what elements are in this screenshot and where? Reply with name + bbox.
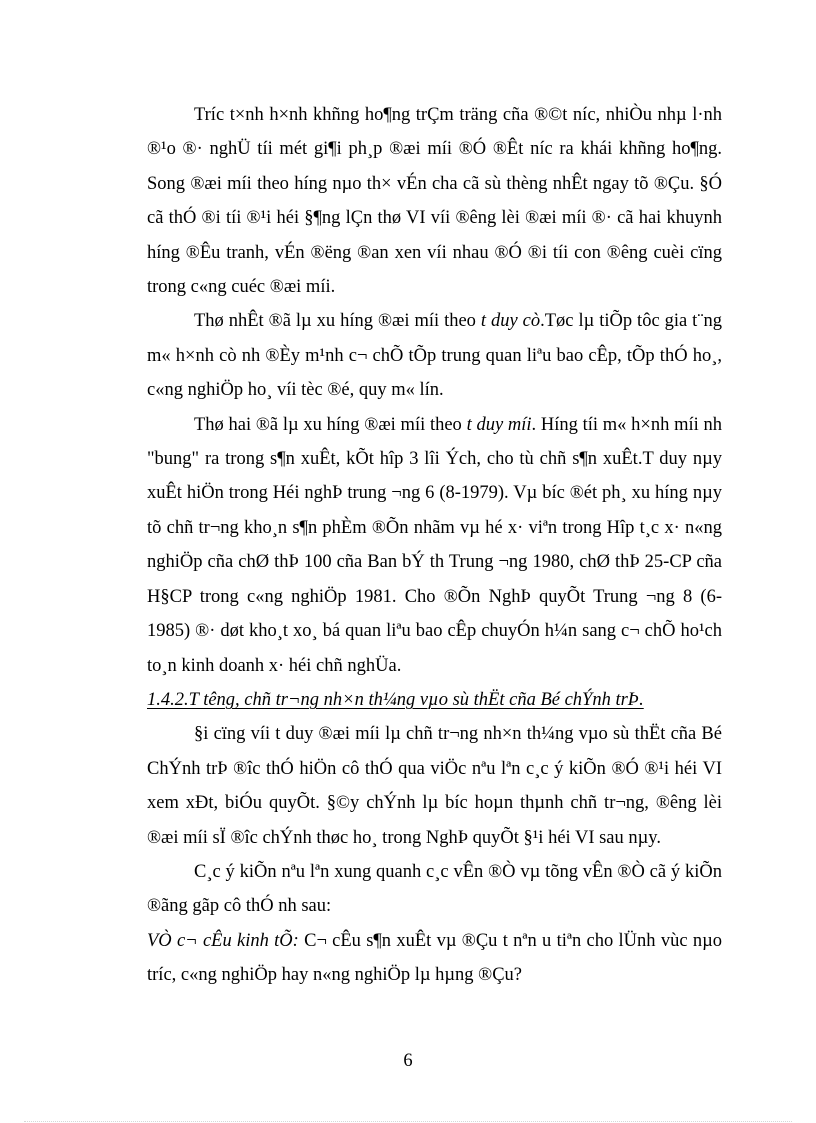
paragraph-6-rest: C¬ cÊu s¶n xuÊt vµ ®Çu t nªn u tiªn cho lÜnh vùc nµo tríc, c«ng nghiÖp hay n«ng nghiÖp lµ hµng ®Çu? (147, 930, 722, 986)
paragraph-5: C¸c ý kiÕn nªu lªn xung quanh c¸c vÊn ®Ò vµ tõng vÊn ®Ò cã ý kiÕn ®ãng gãp cô thÓ nh sau: (147, 861, 722, 917)
paragraph-2-emphasis: t duy cò (480, 311, 541, 332)
paragraph-6-lead: VÒ c¬ cÊu kinh tÕ: (147, 930, 299, 951)
paragraph-4: §i cïng víi t duy ®æi míi lµ chñ tr¬ng nh×n th¼ng vµo sù thËt cña Bé ChÝnh trÞ ®îc thÓ hiÖn cô thÓ qua viÖc nªu lªn c¸c ý kiÕn ®Ó ®¹i héi VI xem xÐt, biÓu quyÕt. §©y chÝnh lµ bíc hoµn thµnh chñ tr¬ng, ®êng lèi ®æi míi sÏ ®îc chÝnh thøc ho¸ trong NghÞ quyÕt §¹i héi VI sau nµy. (147, 724, 722, 848)
page-bottom-divider (24, 1121, 792, 1122)
paragraph-3-rest: . Híng tíi m« h×nh míi nh "bung" ra trong s¶n xuÊt, kÕt hîp 3 lîi Ých, cho tù chñ s¶n xuÊt.T duy nµy xuÊt hiÖn trong Héi nghÞ trung ¬ng 6 (8-1979). Vµ bíc ®ét ph¸ xu híng nµy tõ chñ tr¬ng kho¸n s¶n phÈm ®Õn nhãm vµ hé x· viªn trong Hîp t¸c x· n«ng nghiÖp cña chØ thÞ 100 cña Ban bÝ th Trung ¬ng 1980, chØ thÞ 25-CP cña H§CP trong c«ng nghiÖp 1981. Cho ®Õn NghÞ quyÕt Trung ¬ng 8 (6-1985) ®· døt kho¸t xo¸ bá quan liªu bao cÊp chuyÓn h¼n sang c¬ chÕ ho¹ch to¸n kinh doanh x· héi chñ nghÜa. (147, 414, 722, 676)
paragraph-2-rest: .Tøc lµ tiÕp tôc gia t¨ng m« h×nh cò nh ®Èy m¹nh c¬ chÕ tÕp trung quan liªu bao cÊp, tÕp thÓ ho¸, c«ng nghiÖp ho¸ víi tèc ®é, quy m« lín. (147, 311, 722, 401)
page-body (147, 98, 722, 993)
paragraph-3-lead: Thø hai ®ã lµ xu híng ®æi míi theo (194, 414, 467, 435)
paragraph-3 (147, 408, 722, 683)
paragraph-2 (147, 304, 722, 407)
page-number: 6 (403, 1051, 413, 1071)
paragraph-6 (147, 924, 722, 993)
paragraph-3-emphasis: t duy míi (466, 414, 532, 435)
section-heading: 1.4.2.T têng, chñ tr¬ng nh×n th¼ng vµo sù thËt cña Bé chÝnh trÞ. (147, 689, 644, 710)
paragraph-2-lead: Thø nhÊt ®ã lµ xu híng ®æi míi theo (194, 311, 481, 332)
paragraph-1: Tríc t×nh h×nh khñng ho¶ng trÇm träng cña ®©t níc, nhiÒu nhµ l·nh ®¹o ®· nghÜ tíi mét gi¶i ph¸p ®æi míi ®Ó ®Êt níc ra khái khñng ho¶ng. Song ®æi míi theo híng nµo th× vÉn cha cã sù thèng nhÊt ngay tõ ®Çu. §Ó cã thÓ ®i tíi ®¹i héi §¶ng lÇn thø VI víi ®êng lèi ®æi míi ®· cã hai khuynh híng ®Êu tranh, vÉn ®ëng ®an xen víi nhau ®Ó ®i tíi con ®êng cuèi cïng trong c«ng cuéc ®æi míi. (147, 105, 722, 298)
